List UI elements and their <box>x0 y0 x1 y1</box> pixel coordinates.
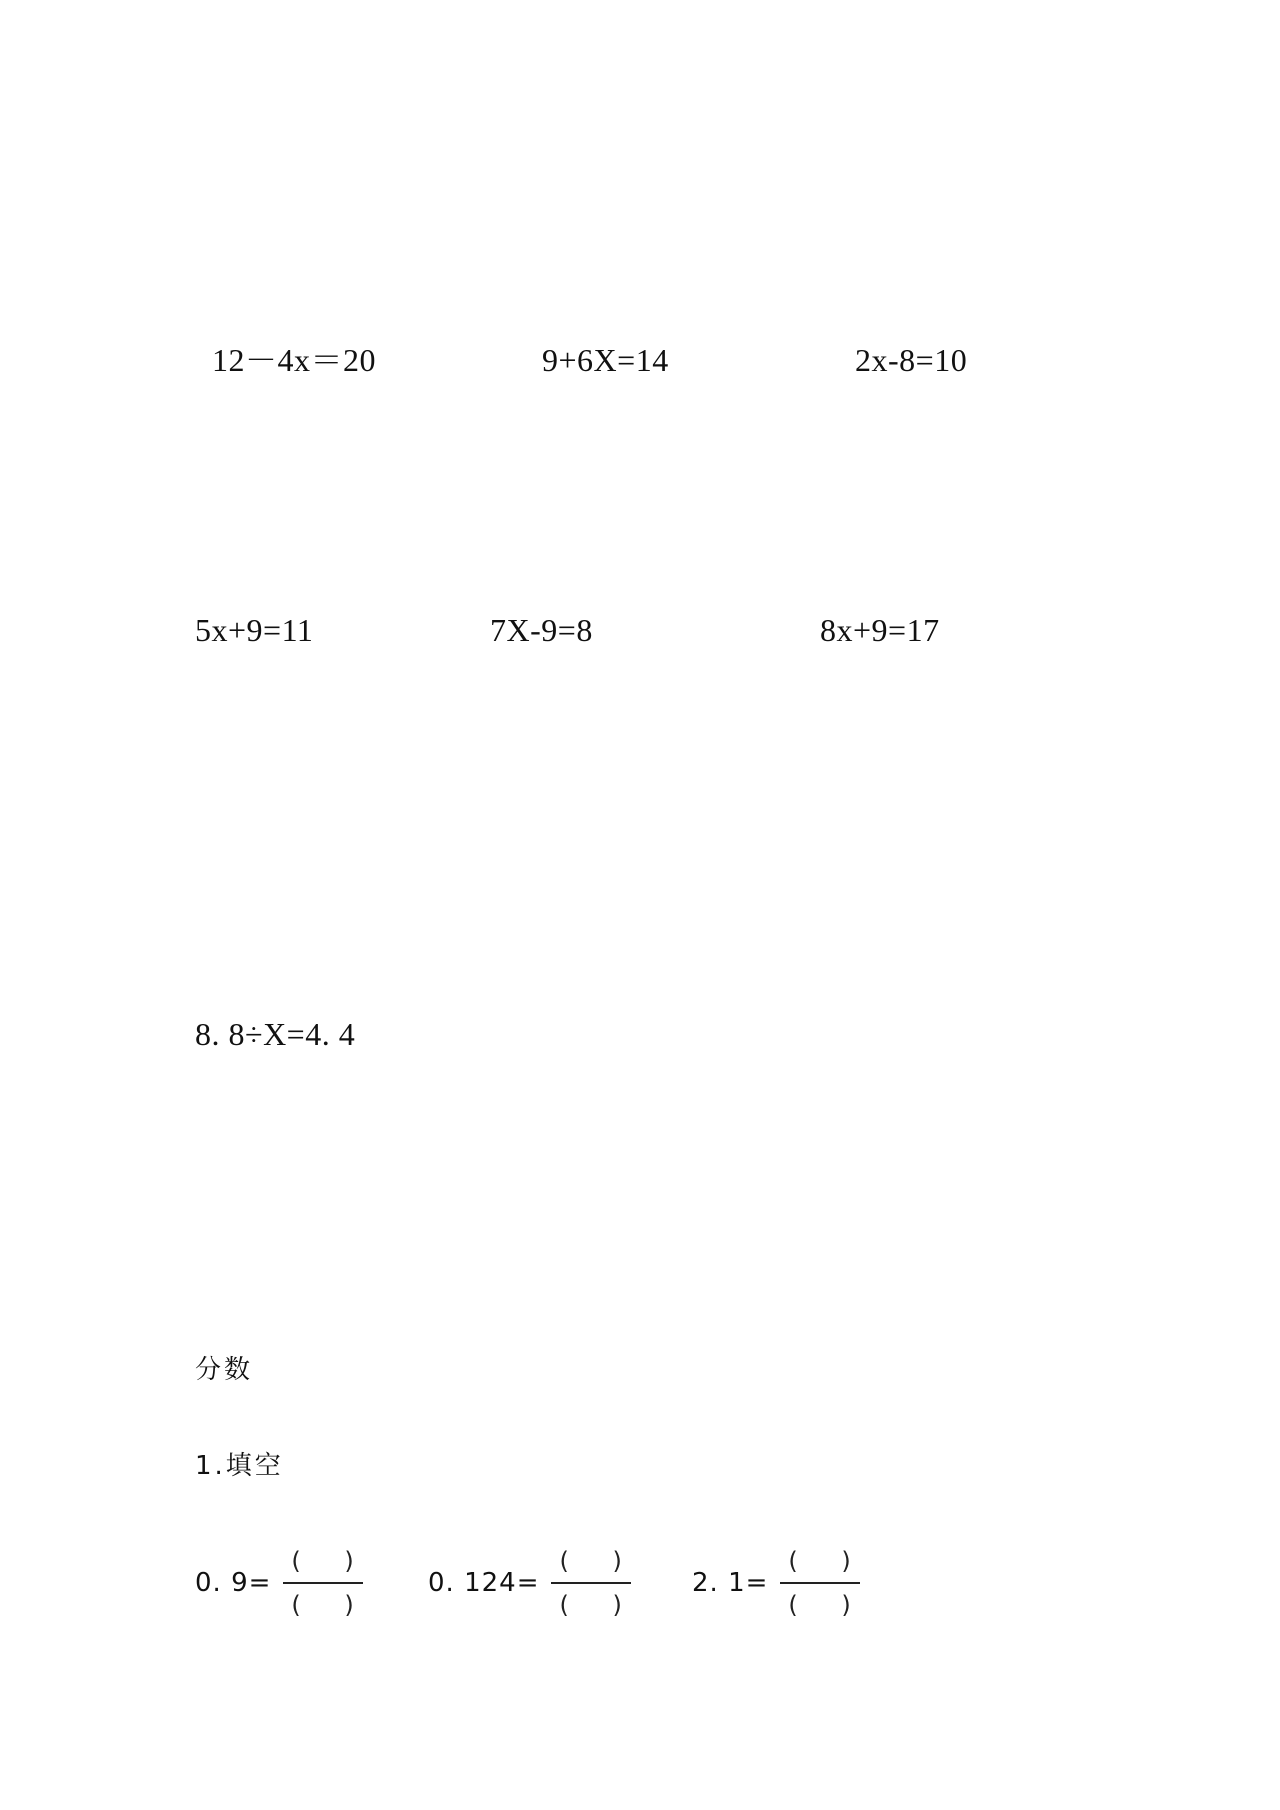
denominator-blank[interactable]: ( ) <box>559 1591 640 1619</box>
fraction-bar <box>780 1582 860 1584</box>
numerator-blank[interactable]: ( ) <box>788 1547 869 1575</box>
numerator-blank[interactable]: ( ) <box>291 1547 372 1575</box>
equation-3: 2x-8=10 <box>855 342 968 378</box>
equation-4: 5x+9=11 <box>195 612 314 648</box>
equation-6: 8x+9=17 <box>820 612 940 648</box>
fraction <box>770 1544 868 1622</box>
fraction-item <box>692 1538 869 1628</box>
section-subtitle: 1.填空 <box>195 1451 284 1481</box>
fraction-lhs: 2. 1= <box>692 1568 769 1598</box>
fraction <box>273 1544 371 1622</box>
fraction-item <box>428 1538 640 1628</box>
numerator-blank[interactable]: ( ) <box>559 1547 640 1575</box>
equation-7: 8. 8÷X=4. 4 <box>195 1016 356 1052</box>
equation-1: 12－4x＝20 <box>212 342 377 378</box>
fraction-lhs: 0. 124= <box>428 1568 540 1598</box>
fraction <box>541 1544 639 1622</box>
fraction-bar <box>551 1582 631 1584</box>
equation-5: 7X-9=8 <box>490 612 593 648</box>
fraction-bar <box>283 1582 363 1584</box>
equation-2: 9+6X=14 <box>542 342 669 378</box>
denominator-blank[interactable]: ( ) <box>788 1591 869 1619</box>
fraction-lhs: 0. 9= <box>195 1568 272 1598</box>
fraction-item <box>195 1538 372 1628</box>
section-title: 分数 <box>195 1355 254 1385</box>
denominator-blank[interactable]: ( ) <box>291 1591 372 1619</box>
